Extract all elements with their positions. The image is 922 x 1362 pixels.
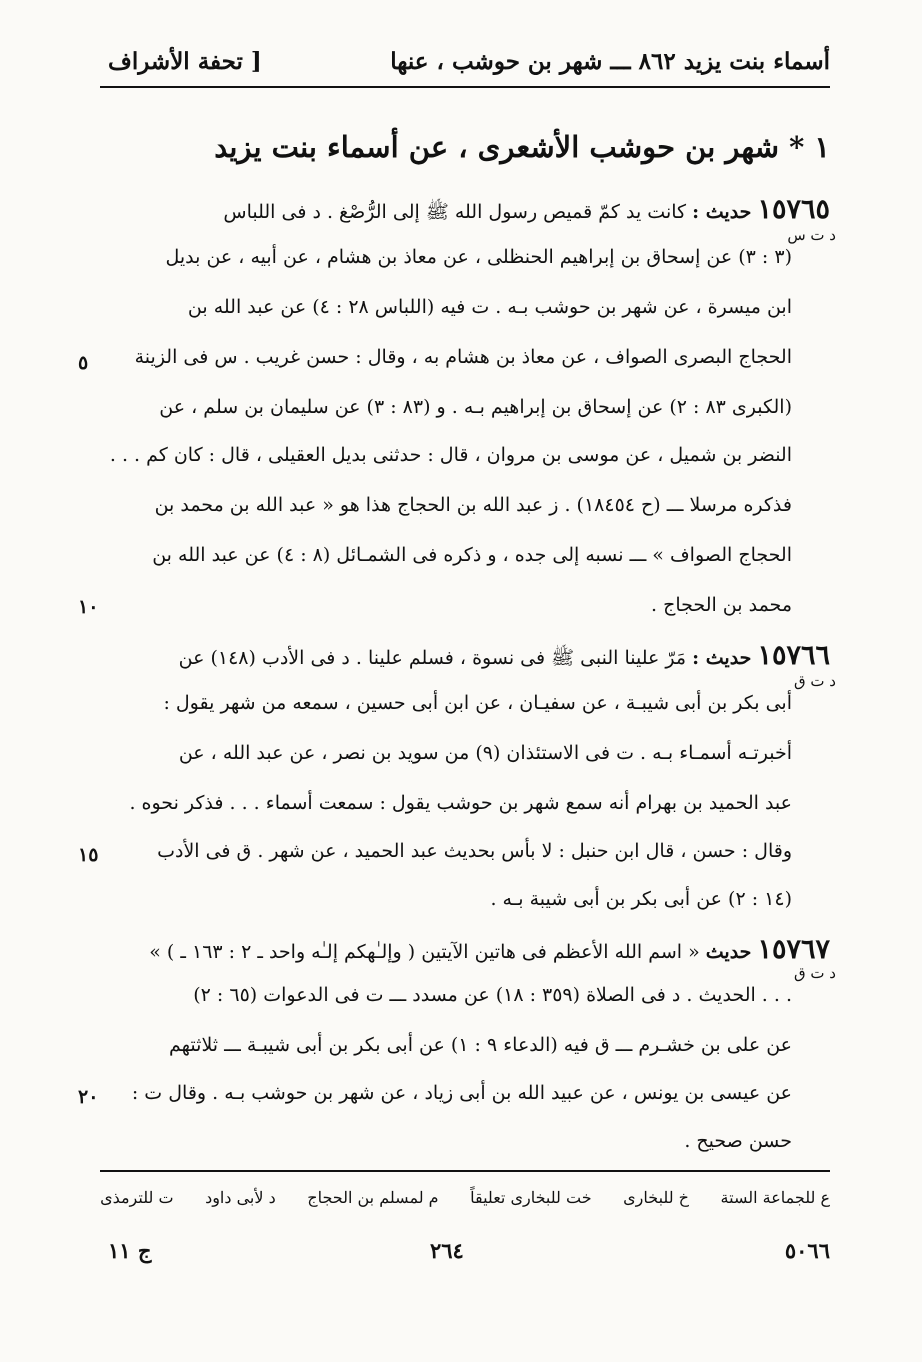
hadith-label: حديث :: [692, 201, 752, 223]
hadith-line: . . . الحديث . د فى الصلاة (٣٥٩ : ١٨) عن مسدد ـــ ت فى الدعوات (٦٥ : ٢): [193, 984, 792, 1006]
hadith-siglum: د ت س: [787, 226, 836, 244]
chapter-title: ١ * شهر بن حوشب الأشعرى ، عن أسماء بنت يزيد: [214, 130, 830, 164]
hadith-text: « اسم الله الأعظم فى هاتين الآيتين ( وإلـٰهكم إلـٰه واحد ـ ٢ : ١٦٣ ـ ) »: [149, 941, 700, 963]
hadith-line: الحجاج الصواف » ـــ نسبه إلى جده ، و ذكره فى الشمـائل (٨ : ٤) عن عبد الله بن: [152, 544, 792, 566]
hadith-line: عن عيسى بن يونس ، عن عبيد الله بن أبى زياد ، عن شهر بن حوشب بـه . وقال ت :: [131, 1082, 792, 1104]
hadith-line: (الكبرى ٨٣ : ٢) عن إسحاق بن إبراهيم بـه . و (٨٣ : ٣) عن سليمان بن سلم ، عن: [159, 396, 792, 418]
margin-line-number: ٢٠: [78, 1086, 99, 1108]
hadith-text: كانت يد كمّ قميص رسول الله ﷺ إلى الرُّصْغ . د فى اللباس: [223, 201, 687, 223]
hadith-siglum: د ت ق: [794, 964, 836, 982]
hadith-line: عن على بن خشـرم ـــ ق فيه (الدعاء ٩ : ١) عن أبى بكر بن أبى شيبـة ـــ ثلاثتهم: [169, 1034, 792, 1056]
legend-item: د لأبى داود: [205, 1188, 276, 1207]
legend-item: ت للترمذى: [100, 1188, 174, 1207]
hadith-line: [100, 642, 830, 669]
hadith-line: وقال : حسن ، قال ابن حنبل : لا بأس بحديث عبد الحميد ، عن شهر . ق فى الأدب: [157, 840, 792, 862]
legend-item: خت للبخارى تعليقاً: [470, 1188, 592, 1207]
hadith-line: عبد الحميد بن بهرام أنه سمع شهر بن حوشب يقول : سمعت أسماء . . . فذكر نحوه .: [129, 792, 792, 814]
running-header-right: أسماء بنت يزيد ٨٦٢ ـــ شهر بن حوشب ، عنها: [390, 48, 830, 75]
hadith-siglum: د ت ق: [794, 672, 836, 690]
hadith-line: (١٤ : ٢) عن أبى بكر بن أبى شيبة بـه .: [490, 888, 792, 910]
hadith-text: مَرّ علينا النبى ﷺ فى نسوة ، فسلم علينا . د فى الأدب (١٤٨) عن: [178, 647, 687, 669]
sigla-legend: [100, 1188, 830, 1207]
header-rule: [100, 86, 830, 88]
running-header-left: [ تحفة الأشراف: [108, 48, 262, 75]
hadith-line: حسن صحيح .: [684, 1130, 792, 1152]
hadith-line: (٣ : ٣) عن إسحاق بن إبراهيم الحنظلى ، عن معاذ بن هشام ، عن أبيه ، عن بديل: [165, 246, 792, 268]
margin-line-number: ١٥: [78, 844, 99, 866]
hadith-line: ابن ميسرة ، عن شهر بن حوشب بـه . ت فيه (اللباس ٢٨ : ٤) عن عبد الله بن: [187, 296, 792, 318]
hadith-line: محمد بن الحجاج .: [651, 594, 792, 616]
legend-item: م لمسلم بن الحجاج: [307, 1188, 439, 1207]
footer-entry-number: ٥٠٦٦: [784, 1238, 830, 1263]
legend-item: خ للبخارى: [623, 1188, 689, 1207]
footnote-rule: [100, 1170, 830, 1172]
hadith-line: الحجاج البصرى الصواف ، عن معاذ بن هشام به ، وقال : حسن غريب . س فى الزينة: [134, 346, 792, 368]
margin-line-number: ٥: [78, 352, 89, 374]
hadith-line: فذكره مرسلا ـــ (ح ١٨٤٥٤) . ز عبد الله بن الحجاج هذا هو « عبد الله بن محمد بن: [154, 494, 792, 516]
legend-item: ع للجماعة الستة: [720, 1188, 830, 1207]
margin-line-number: ١٠: [78, 596, 99, 618]
hadith-label: حديث :: [692, 647, 752, 669]
hadith-number: ١٥٧٦٧: [757, 934, 830, 965]
volume-number: ج ١١: [108, 1238, 152, 1263]
hadith-line: النضر بن شميل ، عن موسى بن مروان ، قال : حدثنى بديل العقيلى ، قال : كان كم . . .: [109, 444, 792, 466]
hadith-label: حديث: [705, 941, 752, 963]
hadith-line: أبى بكر بن أبى شيبـة ، عن سفيـان ، عن ابن أبى حسين ، سمعه من شهر يقول :: [163, 692, 792, 714]
hadith-number: ١٥٧٦٦: [757, 640, 830, 671]
hadith-line: [100, 936, 830, 963]
hadith-number: ١٥٧٦٥: [757, 194, 830, 225]
hadith-line: [100, 196, 830, 223]
page-number: ٢٦٤: [430, 1238, 464, 1263]
hadith-line: أخبرتـه أسمـاء بـه . ت فى الاستئذان (٩) من سويد بن نصر ، عن عبد الله ، عن: [178, 742, 792, 764]
